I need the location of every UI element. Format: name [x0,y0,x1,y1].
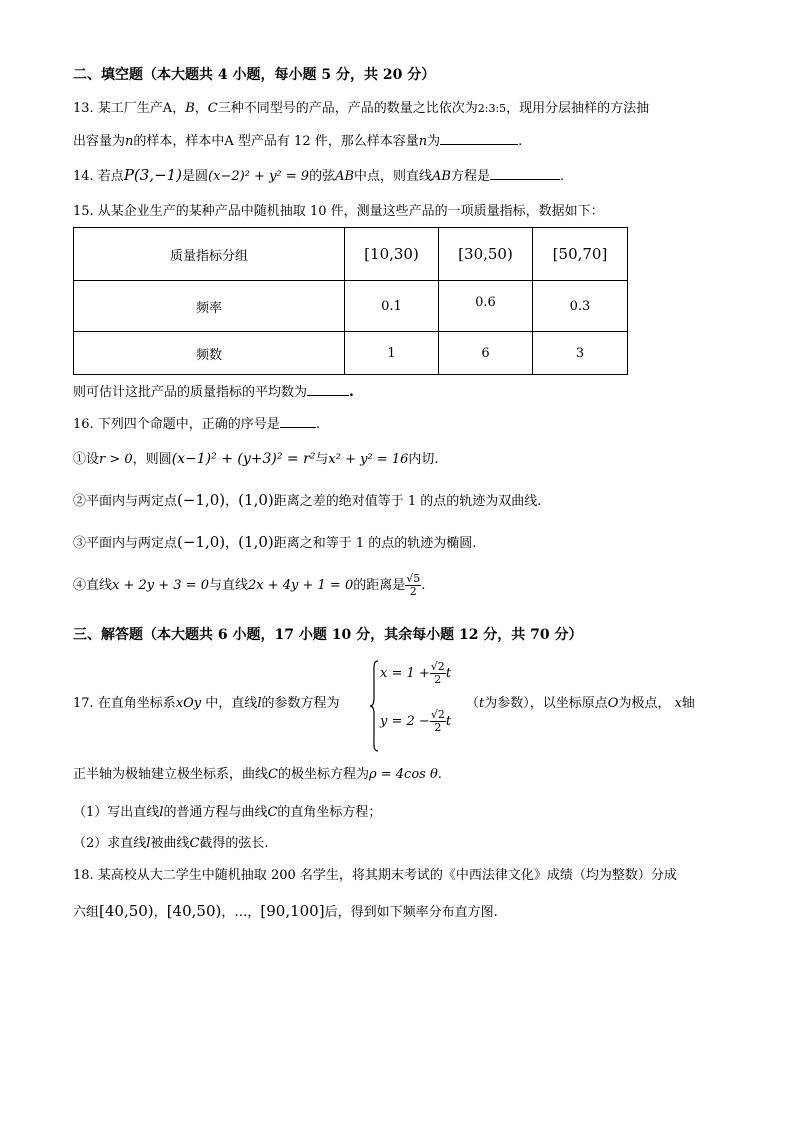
table-row [74,281,628,332]
question-17-part-2 [73,835,269,853]
frac-num: √2 [430,660,445,673]
table-header-cell: [10,30) [345,228,439,281]
param-eq-x-frac [430,661,446,686]
q18-text: 六组 [73,905,100,920]
q13-text-c: ，现用分层抽样的方法抽 [506,101,650,116]
q14-text-b: 是圆 [182,169,209,184]
q14-ab-2: AB [432,169,451,184]
q17-text-e: 为参数），以坐标原点 [484,696,608,711]
table-header-cell: [50,70] [533,228,628,281]
brace-icon [369,660,379,752]
q17-s2-text-c: 截得的弦长. [199,836,269,851]
p1-text-c: 与 [315,452,329,467]
param-t: t [445,666,452,681]
q17-text: 17. 在直角坐标系 [73,696,176,711]
answer-blank-16[interactable] [280,414,316,428]
q13-c: C [207,101,218,116]
p1-r: r > 0 [99,452,133,467]
p1-circle-eq: (x−1)² + (y+3)² = r² [171,451,316,467]
table-cell: 1 [345,332,439,375]
p4-line-2: 2x + 4y + 1 = 0 [248,578,354,593]
q16-stem-text: 16. 下列四个命题中，正确的序号是 [73,417,280,432]
q18-group-2: [40,50) [166,902,222,920]
table-row [74,332,628,375]
table-cell: 0.1 [345,281,439,332]
q14-ab: AB [335,169,355,184]
section-title-solutions: 三、解答题（本大题共 6 小题，17 小题 10 分，其余每小题 12 分，共 70 分） [73,627,583,643]
param-t: t [445,714,452,729]
table-header-row [74,228,628,281]
question-15-intro: 15. 从某企业生产的某种产品中随机抽取 10 件，测量这些产品的一项质量指标，数据如下： [73,204,604,219]
answer-blank-15[interactable] [307,382,349,396]
table-cell: 频率 [74,281,345,332]
q17-l2-end: . [437,767,442,782]
q13-n: n [125,134,134,149]
q17-x: x [674,696,682,711]
question-15-after [73,382,354,402]
q17-s2-text: （2）求直线 [73,836,147,851]
q17-s2-c: C [189,836,200,851]
table-cell: 3 [533,332,628,375]
q17-l2-text: 正半轴为极轴建立极坐标系，曲线 [73,767,269,782]
question-17-line-1b [466,695,695,713]
p4-text-b: 与直线 [208,578,248,593]
q14-text: 14. 若点 [73,169,124,184]
table-header-cell: 质量指标分组 [74,228,345,281]
p3-comma: ， [225,536,239,551]
q17-text-g: 轴 [681,696,695,711]
p4-end: . [421,578,426,593]
section-title-fill-in: 二、填空题（本大题共 4 小题，每小题 5 分，共 20 分） [73,67,436,83]
q14-text-d: 中点，则直线 [354,169,433,184]
q17-o: O [607,696,619,711]
q18-sep: ， [153,905,167,920]
q17-s2-text-b: 被曲线 [150,836,190,851]
q18-ellipsis: … [234,905,248,920]
question-17-line-1a [73,695,340,713]
q13-text-d: 出容量为 [73,134,126,149]
p4-distance-fraction [405,573,421,598]
q17-s1-l: l [159,805,164,820]
q17-c: C [268,767,278,782]
q13-n-2: n [418,134,428,149]
q17-text-b: 中，直线 [205,696,258,711]
q14-text-e: 方程是 [451,169,491,184]
q17-s1-c: C [267,805,278,820]
q14-point: P(3,−1) [123,166,183,184]
param-eq-x [380,661,451,686]
p4-text: ④直线 [73,578,113,593]
q14-end: . [560,169,565,184]
q13-text-f: 为 [427,134,441,149]
quality-data-table [73,227,628,375]
frac-den: 2 [434,673,442,686]
table-cell: 0.6 [439,281,533,332]
proposition-4 [73,572,425,600]
q18-sep-2: ， [221,905,235,920]
q17-text-c: 的参数方程为 [261,696,340,711]
p4-fraction-den: 2 [409,585,417,598]
q16-stem-end: . [315,417,320,432]
q13-text-b: 三种不同型号的产品，产品的数量之比依次为 [217,101,478,116]
param-eq-y-lhs: y = 2 − [380,714,430,729]
param-eq-y [380,709,451,734]
q15-after-text: 则可估计这批产品的质量指标的平均数为 [73,385,308,400]
p1-text-d: 内切. [408,452,439,467]
question-16-stem [73,414,320,434]
param-eq-y-frac [430,709,446,734]
q18-sep-3: ， [247,905,261,920]
q17-l: l [257,696,262,711]
p3-text-b: 距离之和等于 1 的点的轨迹为椭圆. [273,536,477,551]
q14-text-c: 的弦 [309,169,336,184]
p3-point-1: (−1,0) [177,533,226,551]
p2-comma: ， [225,494,239,509]
q17-l2-text-b: 的极坐标方程为 [277,767,369,782]
q18-group-1: [40,50) [99,902,154,920]
frac-den: 2 [434,721,442,734]
p3-text: ③平面内与两定点 [73,536,178,551]
question-17-line-2 [73,766,442,784]
q13-ratio: 2:3:5 [477,102,507,115]
question-13-line-2 [73,131,522,151]
proposition-1 [73,450,439,469]
p4-line-1: x + 2y + 3 = 0 [112,578,209,593]
q18-group-3: [90,100] [260,902,325,920]
proposition-2 [73,491,541,511]
table-cell: 6 [439,332,533,375]
p1-text: ①设 [73,452,100,467]
table-cell: 0.3 [533,281,628,332]
p1-text-b: ，则圆 [132,452,172,467]
p2-text: ②平面内与两定点 [73,494,178,509]
proposition-3 [73,533,476,553]
question-18-line-1: 18. 某高校从大二学生中随机抽取 200 名学生，将其期末考试的《中西法律文化》成绩（均为整数）分成 [73,868,677,883]
p4-text-c: 的距离是 [353,578,406,593]
frac-num: √2 [430,708,445,721]
question-18-line-2 [73,902,498,922]
q17-s1-text: （1）写出直线 [73,805,160,820]
q17-polar-eq: ρ = 4cos θ [368,767,438,782]
q13-text-e: 的样本，样本中A 型产品有 12 件，那么样本容量 [133,134,419,149]
p2-point-2: (1,0) [238,491,274,509]
answer-blank-14[interactable] [490,166,560,180]
q17-t: t [479,696,485,711]
q13-text: 13. 某工厂生产A， [73,101,186,116]
param-eq-x-lhs: x = 1 + [380,666,430,681]
q14-circle: (x−2)² + y² = 9 [208,169,310,184]
q17-s2-l: l [146,836,151,851]
p1-circle-eq-2: x² + y² = 16 [328,452,409,467]
p3-point-2: (1,0) [238,533,274,551]
q13-b: B [185,101,195,116]
question-13-line-1 [73,100,649,118]
answer-blank-13[interactable] [440,131,518,145]
p2-point-1: (−1,0) [177,491,226,509]
q17-text-d: （ [466,696,480,711]
q18-text-b: 后，得到如下频率分布直方图. [324,905,498,920]
q13-comma: ， [194,101,208,116]
table-header-cell: [30,50) [439,228,533,281]
question-17-part-1 [73,804,381,822]
q13-end: . [518,134,523,149]
table-cell: 频数 [74,332,345,375]
q15-end: . [349,384,354,400]
q17-s1-text-b: 的普通方程与曲线 [163,805,268,820]
question-14 [73,166,564,186]
q17-xoy: xOy [175,696,202,711]
q17-s1-text-c: 的直角坐标方程； [277,805,382,820]
p2-text-b: 距离之差的绝对值等于 1 的点的轨迹为双曲线. [273,494,542,509]
p4-fraction-num: √5 [406,572,421,585]
q17-text-f: 为极点， [618,696,671,711]
